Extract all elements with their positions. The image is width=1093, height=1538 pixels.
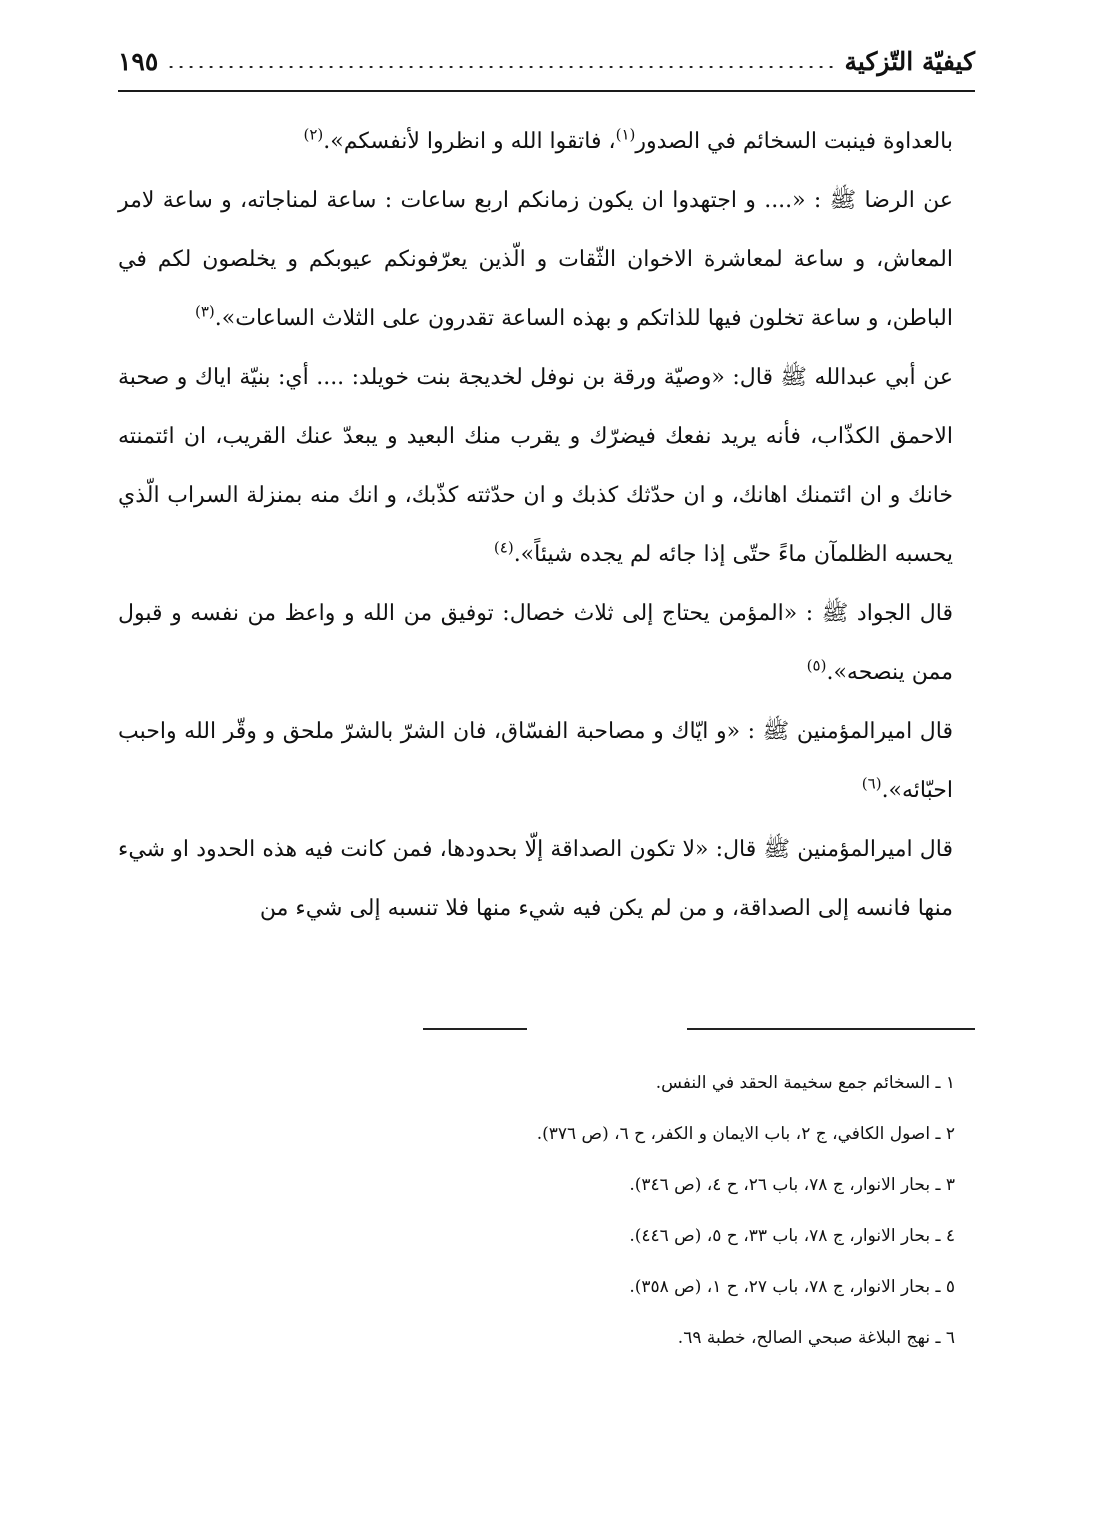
chapter-title: كيفيّة التّزكية	[844, 46, 975, 76]
paragraph-text: قال الجواد ﷺ : «المؤمن يحتاج إلى ثلاث خصال: توفيق من الله و واعظ من نفسه و قبول ممن ينصحه».	[118, 601, 953, 685]
paragraph-6	[118, 820, 975, 938]
paragraph-text: عن أبي عبدالله ﷺ قال: «وصيّة ورقة بن نوفل لخديجة بنت خويلد: .... أي: بنيّة اياك و صحبة الاحمق الكذّاب، فأنه يريد نفعك فيضرّك و يقرب منك البعيد و يبعدّ عنك القريب، ان ائتمنته خانك و ان ائتمنك اهانك، و ان حدّثك كذبك و ان حدّثته كذّبك، و انك منه بمنزلة السراب الّذي يحسبه الظلمآن ماءً حتّى إذا جائه لم يجده شيئاً».	[118, 365, 953, 567]
footnote-item: ٣ ـ بحار الانوار، ج ٧٨، باب ٢٦، ح ٤، (ص ٣٤٦).	[629, 1175, 955, 1195]
paragraph-3	[118, 348, 975, 584]
footnote-rule-short	[423, 1028, 527, 1030]
footnote-item: ٤ ـ بحار الانوار، ج ٧٨، باب ٣٣، ح ٥، (ص ٤٤٦).	[629, 1226, 955, 1246]
body-text	[118, 112, 975, 938]
footnote-ref: (٦)	[861, 774, 882, 793]
footnote-item: ١ ـ السخائم جمع سخيمة الحقد في النفس.	[655, 1073, 955, 1093]
paragraph-text: عن الرضا ﷺ : «.... و اجتهدوا ان يكون زمانكم اربع ساعات : ساعة لمناجاته، و ساعة لامر المعاش، و ساعة لمعاشرة الاخوان الثّقات و الّذين يعرّفونكم عيوبكم و يخلصون لكم في الباطن، و ساعة تخلون فيها للذاتكم و بهذه الساعة تقدرون على الثلاث الساعات».	[118, 188, 953, 331]
running-header	[118, 38, 975, 84]
paragraph-text: ، فاتقوا الله و انظروا لأنفسكم».	[323, 129, 616, 154]
dot-leader	[166, 66, 836, 68]
footnote-ref: (٤)	[493, 538, 514, 557]
paragraph-1	[118, 112, 975, 171]
footnote-rule-long	[687, 1028, 975, 1030]
footnote-item: ٥ ـ بحار الانوار، ج ٧٨، باب ٢٧، ح ١، (ص ٣٥٨).	[629, 1277, 955, 1297]
paragraph-4	[118, 584, 975, 702]
paragraph-text: قال اميرالمؤمنين ﷺ قال: «لا تكون الصداقة إلّا بحدودها، فمن كانت فيه هذه الحدود او شيء منها فانسه إلى الصداقة، و من لم يكن فيه شيء منها فلا تنسبه إلى شيء من	[118, 837, 954, 921]
footnote-ref: (١)	[615, 125, 636, 144]
paragraph-2	[118, 171, 975, 348]
page-number: ١٩٥	[118, 46, 159, 76]
paragraph-text: بالعداوة فينبت السخائم في الصدور	[635, 129, 953, 154]
footnotes	[118, 1058, 955, 1364]
footnote-ref: (٥)	[806, 656, 827, 675]
footnote-item: ٦ ـ نهج البلاغة صبحي الصالح، خطبة ٦٩.	[677, 1328, 955, 1348]
footnote-ref: (٣)	[195, 302, 215, 321]
footnote-item: ٢ ـ اصول الكافي، ج ٢، باب الايمان و الكفر، ح ٦، (ص ٣٧٦).	[536, 1124, 955, 1144]
paragraph-text: قال اميرالمؤمنين ﷺ : «و ايّاك و مصاحبة الفسّاق، فان الشرّ بالشرّ ملحق و وقّر الله واحبب احبّائه».	[118, 719, 953, 803]
footnote-separator	[118, 1028, 975, 1032]
header-rule	[118, 90, 975, 92]
footnote-ref: (٢)	[303, 125, 324, 144]
paragraph-5	[118, 702, 975, 820]
